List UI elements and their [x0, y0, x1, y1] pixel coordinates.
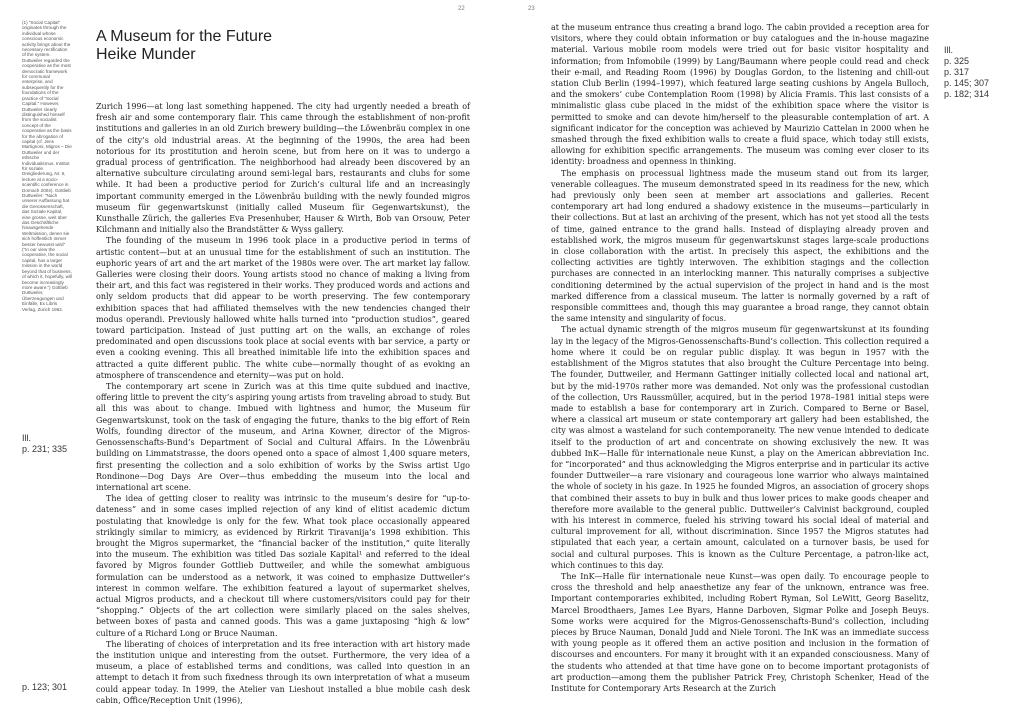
paragraph: at the museum entrance thus creating a brand logo. The cabin provided a reception area for visitors, where they could obtain information or buy catalogues and the in-house magazine material. Various mobile room models were tried out for basic visitor hospitality and information; from Infomobile (1999) by Lang/Baumann where people could read and check their e-mail, and Reading Room (1996) by Douglas Gordon, to the listening and chill-out station Club Berlin (1994–1997), which featured large seating cushions by Angela Bulloch, and the smokers’ cube Contemplation Room (1998) by Alicia Framis. This last consists of a minimalistic glass cube placed in the midst of the exhibition space where the visitor is permitted to smoke and can devote him/herself to the pleasurable contemplation of art. A significant indicator for the conception was achieved by Maurizio Cattelan in 2000 when he smashed through the fixed exhibition walls to create a fluid space, which today still exists, allowing for exhibition specific arrangements. The museum was coming ever closer to its identity: broadness and openness in thinking. — [551, 23, 929, 167]
paragraph: The idea of getting closer to reality was intrinsic to the museum’s desire for “up-to-dateness” and in some cases implied rejection of any kind of elitist academic dictum postulating that knowledge is only for the few. What took place occasionally appeared strikingly similar to mimicry, as evidenced by Rirkrit Tiravanija’s 1998 exhibition. This brought the Migros supermarket, the “financial backer of the institution,” quite literally into the museum. The exhibition was titled Das soziale Kapital¹ and referred to the ideal favored by Migros founder Gottlieb Duttweiler, and while the somewhat ambiguous formulation can be understood as a network, it was coined to emphasize Duttweiler’s interest in common welfare. The exhibition featured a layout of supermarket shelves, actual Migros products, and a checkout till where customers/visitors could pay for their “shopping.” Objects of the art collection were similarly placed on the sales shelves, between boxes of pasta and canned goods. This was a game juxtaposing “high & low” culture of a Richard Long or Bruce Nauman. — [96, 494, 470, 638]
page-ref: p. 317 — [944, 67, 970, 77]
illustration-ref-left — [22, 433, 67, 455]
page-ref: p. 325 — [944, 56, 970, 66]
paragraph: The InK—Halle für internationale neue Kunst—was open daily. To encourage people to cross the threshold and help anaesthetize any fear of the unknown, entrance was free. Important contemporaries exhibited, including Robert Ryman, Sol LeWitt, Georg Baselitz, Marcel Broodthaers, James Lee Byars, Hanne Darboven, Sigmar Polke and Joseph Beuys. Some works were acquired for the Migros-Genossenschafts-Bund’s collection, including pieces by Bruce Nauman, Donald Judd and Niele Toroni. The InK was an immediate success with young people as it offered them an active position and inclusion in the formation of discourses and encounters. For many it brought with it an expanded consciousness. Many of the students who attended at that time have gone on to become important protagonists of art production—among them the publisher Patrick Frey, Christoph Schenker, Head of the Institute for Contemporary Arts Research at the Zurich — [551, 571, 929, 693]
illustration-label: Ill. — [22, 433, 31, 443]
illustration-refs-right — [944, 45, 989, 100]
page-ref: p. 182; 314 — [944, 89, 990, 99]
page-number-left: 22 — [458, 6, 465, 12]
article-heading — [96, 28, 272, 64]
article-author: Heike Munder — [96, 46, 196, 63]
illustration-label: Ill. — [944, 45, 953, 55]
article-title: A Museum for the Future — [96, 28, 273, 45]
right-body-column — [551, 22, 929, 694]
page-ref-left: p. 123; 301 — [22, 682, 68, 692]
paragraph: The emphasis on processual lightness made the museum stand out from its larger, venerable colleagues. The museum demonstrated speed in its readiness for the new, which had previously only been seen at member art associations and galleries. Recent contemporary art had long endured a shadowy existence in the museums—particularly in their collections. But at last an archiving of the present, which has not yet stood all the tests of time, gained entrance to the grand halls. Instead of displaying already proven and established work, the migros museum für gegenwartskunst stages large-scale productions in close collaboration with the artist. In precisely this aspect, the exhibitions and the collecting activities are tightly interwoven. The exhibition stagings and the collection purchases are connected in an interlocking manner. This naturally comprises a subjective conditioning determined by the actual supervision of the project in hand and is the most marked difference from a classical museum. The latter is normally governed by a raft of responsible committees and, though this may guarantee a broad range, they cannot obtain the same intensity and singularity of focus. — [551, 168, 929, 324]
paragraph: The liberating of choices of interpretation and its free interaction with art history made the institution unique and interesting from the outset. Furthermore, the very idea of a museum, a place of established terms and conditions, was called into question in an attempt to detach it from such fixedness through its own interpretation of what a museum could appear today. In 1999, the Atelier van Lieshout installed a blue mobile cash desk cabin, Office/Reception Unit (1996), — [96, 639, 470, 705]
left-body-column — [96, 101, 470, 706]
paragraph: The founding of the museum in 1996 took place in a productive period in terms of artistic content—but at an unusual time for the establishment of such an institution. The euphoric years of art and the art market of the 1980s were over. The art market lay fallow. Galleries were closing their doors. Young artists stood no chance of making a living from their art, and this fact was registered in their works. They produced words and actions and only seldom products that did appear to be worth preserving. The few contemporary exhibition spaces that had affiliated themselves with the new tendencies changed their modus operandi. Previously hallowed white halls turned into “production studios”, geared toward participation. Instead of just putting art on the walls, an exchange of roles predominated and open discussions took place at social events with bar service, a party or even a cooking evening. This all breathed inimitable life into the exhibition spaces and attracted a quite different public. The white cube—normally thought of as evoking an atmosphere of transcendence and eternity—was put on hold. — [96, 236, 470, 380]
paragraph: The actual dynamic strength of the migros museum für gegenwartskunst at its founding lay in the legacy of the Migros-Genossenschafts-Bund’s collection. This collection required a home where it could be on regular public display. It was begun in 1957 with the establishment of the Migros statutes that also brought the Culture Percentage into being. The founder, Duttweiler, and Hermann Gattinger initially collected local and national art, but by the mid-1970s rather more was demanded. Not only was the professional custodian of the collection, Urs Raussmüller, acquired, but in the period 1978–1981 initial steps were made to establish a base for contemporary art in Zurich. Compared to Berne or Basel, where a classical art museum or state contemporary art gallery had been established, the city was almost a wasteland for such contemporaneity. The new venue intended to dedicate itself to the production of art and concentrate on showing exclusively the new. It was dubbed InK—Halle für internationale neue Kunst, a play on the American abbreviation Inc. for “incorporated” and thus acknowledging the Migros enterprise and in particular its active founder Duttweiler—a rare visionary and courageous lone warrior who always maintained the whole of society in his gaze. In 1925 he founded Migros, an association of grocery shops that combined their assets to buy in bulk and thus lower prices to make goods cheaper and therefore more available to the general public. Duttweiler’s Calvinist background, coupled with his interest in commerce, fueled his striving toward his social ideal of material and cultural improvement for all, without discrimination. Since 1957 the Migros statutes had stipulated that each year, a certain amount, calculated on a turnover basis, be used for social and cultural purposes. This is known as the Culture Percentage, a patron-like act, which continues to this day. — [551, 325, 929, 570]
paragraph: The contemporary art scene in Zurich was at this time quite subdued and inactive, offering little to prevent the city’s aspiring young artists from traveling abroad to study. But all this was about to change. Imbued with lightness and humor, the Museum für Gegenwartskunst, took on the task of engaging the future, thanks to the big effort of Rein Wolfs, founding director of the museum, and Arina Kowner, director of the Migros-Genossenschafts-Bund’s Department of Social and Cultural Affairs. In the Löwenbräu building on Limmatstrasse, the doors opened onto a space of almost 1,400 square meters, first presenting the collection and a solo exhibition of works by the Swiss artist Ugo Rondinone—Dog Days Are Over—thus embedding the museum into the local and international art scene. — [96, 382, 470, 492]
illustration-pages: p. 231; 335 — [22, 444, 68, 454]
page-ref: p. 145; 307 — [944, 78, 990, 88]
paragraph: Zurich 1996—at long last something happened. The city had urgently needed a breath of fresh air and some contemporary flair. This came through the establishment of non-profit institutions and galleries in an old Zurich brewery building—the Löwenbräu complex in one of the city’s old industrial areas. At the beginning of the 1990s, the area had been notorious for its prostitution and heroin scene, but from here on it was to undergo a gradual process of gentrification. The neighborhood had already been discovered by an alternative subculture circulating around semi-legal bars, restaurants and clubs for some while. It had been a productive period for Zurich’s cultural life and an increasingly important community emerged in the Löwenbräu building with the newly founded migros museum für gegenwartskunst (initially called Museum für Gegenwartskunst), the Kunsthalle Zürich, the galleries Eva Presenhuber, Hauser & Wirth, Bob van Orsouw, Peter Kilchmann and initially also the Brandstätter & Wyss gallery. — [96, 102, 470, 235]
footnote-sidebar: (1) “Social Capital” originates through the individual whose conscious economic activity brings about the necessary rectification of the system. Duttweiler regarded the cooperative as the most democratic framework for communal enterprise, and subsequently for the foundations of the practice of “Social Capital.” However, Duttweiler clearly distinguished himself from the socialist concept of the cooperative as the basis for the abrogation of capital (cf. Jens Martignoni, Migros – Die Duttweiler und der ethische Individualismus. Institut für soziale Dreigliederung, Nr. 6, lecture at a socio-scientific conference in Dornach 2004). Gottlieb Duttweiler: “Nach unserer Auffassung hat die Genossenschaft, das Soziale Kapital, eine grosse, weit über das Geschäftliche hinausgehende Weltmission, denen sie sich hoffentlich immer besser bewusst wird” (“In our view the cooperative, the social capital, has a larger mission in the world beyond that of business, of which it, hopefully, will become increasingly more aware.”) Gottlieb Duttweiler, Überzeugungen und Einfälle, Ex Libris Verlag, Zurich 1962. — [22, 20, 72, 312]
page-number-right: 23 — [528, 6, 535, 12]
